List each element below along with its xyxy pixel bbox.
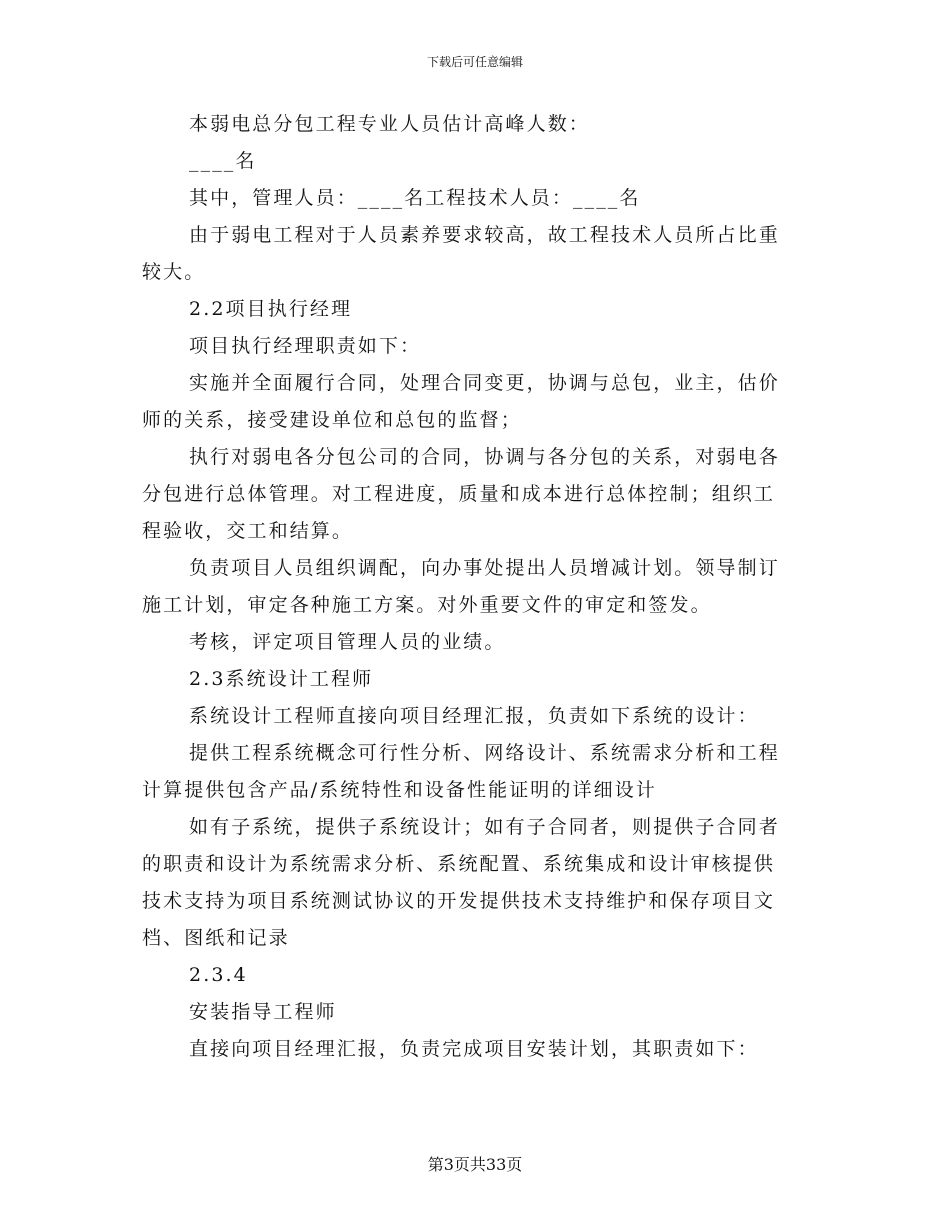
paragraph-line: 其中，管理人员：____名工程技术人员：____名 — [189, 187, 641, 209]
paragraph-line: 负责项目人员组织调配，向办事处提出人员增减计划。领导制订 — [189, 557, 780, 579]
paragraph-line: 安装指导工程师 — [189, 1001, 337, 1023]
paragraph-line: 提供工程系统概念可行性分析、网络设计、系统需求分析和工程 — [189, 742, 780, 764]
document-body — [142, 106, 802, 1068]
section-heading: 2.2项目执行经理 — [189, 298, 353, 320]
paragraph-line: 档、图纸和记录 — [142, 927, 290, 949]
paragraph-line: 分包进行总体管理。对工程进度，质量和成本进行总体控制；组织工 — [142, 483, 776, 505]
paragraph-line: 施工计划，审定各种施工方案。对外重要文件的审定和签发。 — [142, 594, 712, 616]
paragraph-line: 如有子系统，提供子系统设计；如有子合同者，则提供子合同者 — [189, 816, 780, 838]
paragraph-line: 由于弱电工程对于人员素养要求较高，故工程技术人员所占比重 — [189, 224, 780, 246]
paragraph-line: 实施并全面履行合同，处理合同变更，协调与总包，业主，估价 — [189, 372, 780, 394]
paragraph-line: 项目执行经理职责如下： — [189, 335, 422, 357]
paragraph-line: ____名 — [189, 150, 257, 172]
paragraph-line: 考核，评定项目管理人员的业绩。 — [189, 631, 506, 653]
paragraph-line: 程验收，交工和结算。 — [142, 520, 354, 542]
paragraph-line: 计算提供包含产品/系统特性和设备性能证明的详细设计 — [142, 779, 657, 801]
paragraph-line: 执行对弱电各分包公司的合同，协调与各分包的关系，对弱电各 — [189, 446, 780, 468]
paragraph-line: 师的关系，接受建设单位和总包的监督； — [142, 409, 522, 431]
paragraph-line: 的职责和设计为系统需求分析、系统配置、系统集成和设计审核提供 — [142, 853, 776, 875]
paragraph-line: 技术支持为项目系统测试协议的开发提供技术支持维护和保存项目文 — [142, 890, 776, 912]
page-footer: 第3页共33页 — [427, 1155, 523, 1174]
paragraph-line: 本弱电总分包工程专业人员估计高峰人数： — [189, 113, 590, 135]
paragraph-line: 直接向项目经理汇报，负责完成项目安装计划，其职责如下： — [189, 1038, 759, 1060]
paragraph-line: 较大。 — [142, 261, 206, 283]
paragraph-line: 系统设计工程师直接向项目经理汇报，负责如下系统的设计： — [189, 705, 759, 727]
section-heading: 2.3系统设计工程师 — [189, 668, 374, 690]
page-header: 下载后可任意编辑 — [426, 55, 523, 69]
section-heading: 2.3.4 — [189, 964, 248, 986]
